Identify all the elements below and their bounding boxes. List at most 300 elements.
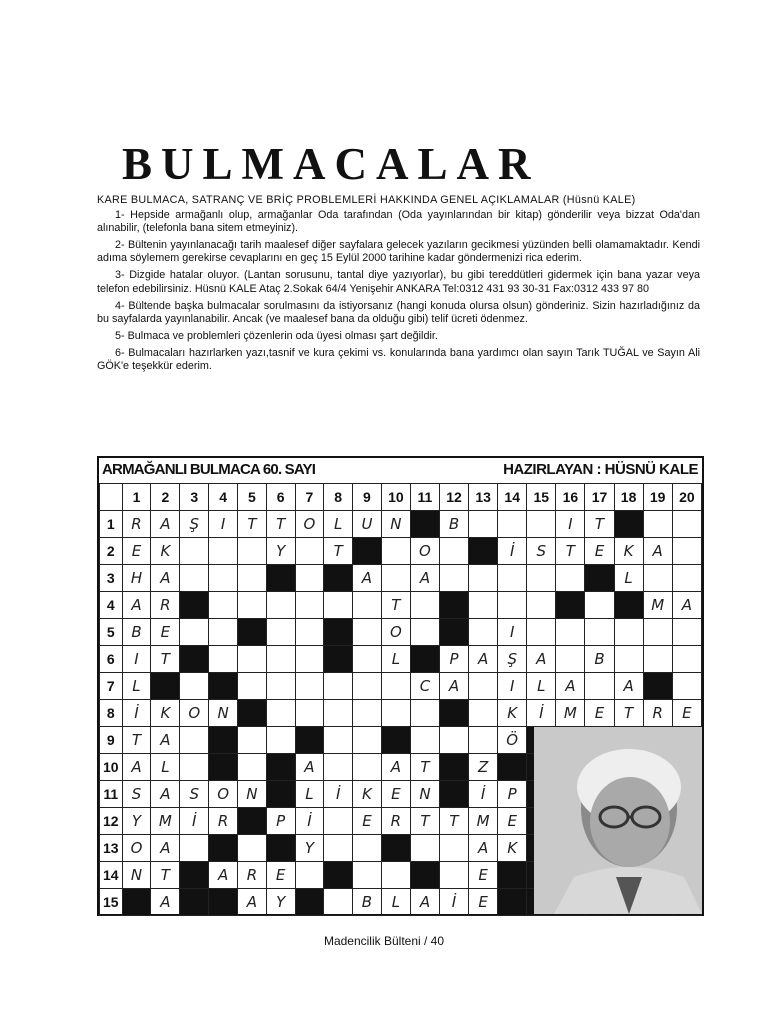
handwritten-letter: O (303, 515, 316, 533)
grid-cell (180, 511, 209, 538)
handwritten-letter: I (220, 515, 226, 533)
grid-cell (498, 565, 527, 592)
handwritten-letter: A (361, 569, 373, 587)
grid-cell (556, 511, 585, 538)
grid-cell (122, 781, 151, 808)
column-number: 9 (353, 484, 382, 511)
handwritten-letter: R (246, 866, 258, 884)
handwritten-letter: L (161, 758, 170, 776)
grid-cell (498, 592, 527, 619)
grid-cell (527, 700, 556, 727)
column-number: 7 (295, 484, 324, 511)
grid-cell (295, 808, 324, 835)
grid-cell (469, 727, 498, 754)
handwritten-letter: T (565, 542, 575, 560)
handwritten-letter: R (652, 704, 663, 722)
handwritten-letter: B (361, 893, 373, 911)
grid-cell (439, 565, 468, 592)
grid-cell (295, 565, 324, 592)
handwritten-letter: R (217, 812, 229, 830)
black-cell (122, 889, 151, 916)
grid-cell (238, 538, 267, 565)
grid-cell (238, 565, 267, 592)
grid-cell (381, 673, 410, 700)
grid-cell (209, 538, 238, 565)
handwritten-letter: K (507, 839, 518, 857)
grid-cell (151, 538, 180, 565)
grid-cell (180, 565, 209, 592)
black-cell (238, 808, 267, 835)
grid-cell (238, 862, 267, 889)
grid-cell (353, 835, 382, 862)
handwritten-letter: T (420, 758, 430, 776)
article-text (97, 194, 700, 377)
black-cell (266, 781, 295, 808)
grid-cell (381, 511, 410, 538)
handwritten-letter: A (246, 893, 258, 911)
grid-cell (295, 592, 324, 619)
grid-cell (238, 727, 267, 754)
grid-cell (324, 538, 353, 565)
grid-cell (266, 727, 295, 754)
grid-cell (672, 700, 701, 727)
grid-cell (151, 592, 180, 619)
row-number: 14 (100, 862, 123, 889)
grid-cell (672, 673, 701, 700)
grid-cell (266, 808, 295, 835)
grid-cell (209, 592, 238, 619)
grid-cell (498, 781, 527, 808)
grid-cell (295, 700, 324, 727)
handwritten-letter: İ (134, 704, 139, 722)
grid-cell (556, 673, 585, 700)
grid-cell (266, 862, 295, 889)
grid-cell (151, 754, 180, 781)
grid-cell (353, 808, 382, 835)
handwritten-letter: P (507, 785, 517, 803)
grid-cell (353, 781, 382, 808)
row-number: 10 (100, 754, 123, 781)
grid-cell (585, 646, 614, 673)
grid-cell (469, 511, 498, 538)
article-paragraph-4: 4- Bültende başka bulmacalar sorulmasını da istiyorsanız (hangi konuda olursa olsun) gönderiniz. Sizin hazırladığınız da bu sayfalarda yayınlanabilir. Ancak (ve maalesef bana da olduğu gibi) telif ücreti ödenmez. (97, 299, 700, 326)
black-cell (151, 673, 180, 700)
grid-cell (324, 673, 353, 700)
grid-cell (469, 619, 498, 646)
grid-cell (469, 862, 498, 889)
grid-cell (381, 808, 410, 835)
grid-cell (469, 808, 498, 835)
handwritten-letter: K (160, 542, 171, 560)
grid-cell (122, 727, 151, 754)
grid-cell (122, 673, 151, 700)
black-cell (238, 700, 267, 727)
black-cell (209, 889, 238, 916)
handwritten-letter: Ş (507, 650, 517, 668)
grid-cell (614, 565, 643, 592)
grid-cell (498, 700, 527, 727)
grid-cell (614, 700, 643, 727)
black-cell (238, 619, 267, 646)
handwritten-letter: E (478, 866, 488, 884)
grid-cell (295, 781, 324, 808)
grid-cell (122, 700, 151, 727)
author-photo (534, 727, 702, 914)
grid-cell (209, 700, 238, 727)
grid-cell (556, 646, 585, 673)
column-number: 14 (498, 484, 527, 511)
black-cell (295, 889, 324, 916)
handwritten-letter: B (131, 623, 142, 641)
grid-cell (498, 673, 527, 700)
handwritten-letter: A (681, 596, 692, 614)
grid-cell (498, 808, 527, 835)
handwritten-letter: O (217, 785, 229, 803)
row-number: 5 (100, 619, 123, 646)
handwritten-letter: T (247, 515, 257, 533)
handwritten-letter: E (682, 704, 692, 722)
grid-cell (498, 619, 527, 646)
handwritten-letter: A (390, 758, 401, 776)
black-cell (266, 565, 295, 592)
handwritten-letter: L (132, 677, 141, 695)
article-paragraph-2: 2- Bültenin yayınlanacağı tarih maalesef diğer sayfalara gelecek yazıların gecikmesi yüzünden belli olamamaktadır. Kendi adıma söylemem gerekirse cevaplarını en geç 15 Eylül 2000 tarihine kadar göndermenizi rica ederim. (97, 238, 700, 265)
handwritten-letter: N (130, 866, 143, 884)
handwritten-letter: N (390, 515, 402, 533)
handwritten-letter: H (130, 569, 143, 587)
grid-cell (151, 511, 180, 538)
grid-cell (643, 565, 672, 592)
black-cell (324, 862, 353, 889)
handwritten-letter: A (419, 569, 431, 587)
handwritten-letter: A (131, 596, 142, 614)
grid-cell (381, 646, 410, 673)
crossword-title: ARMAĞANLI BULMACA 60. SAYI (102, 461, 316, 478)
grid-cell (672, 619, 701, 646)
grid-cell (122, 835, 151, 862)
handwritten-letter: L (537, 677, 546, 695)
grid-cell (353, 727, 382, 754)
handwritten-letter: E (131, 542, 142, 560)
grid-cell (238, 592, 267, 619)
handwritten-letter: N (217, 704, 229, 722)
grid-cell (469, 781, 498, 808)
handwritten-letter: O (419, 542, 431, 560)
grid-cell (614, 619, 643, 646)
handwritten-letter: M (158, 812, 172, 830)
grid-cell (151, 646, 180, 673)
handwritten-letter: L (334, 515, 343, 533)
grid-cell (410, 565, 439, 592)
grid-cell (410, 781, 439, 808)
handwritten-letter: C (419, 677, 431, 695)
grid-cell (410, 700, 439, 727)
grid-cell (180, 727, 209, 754)
grid-cell (209, 646, 238, 673)
handwritten-letter: E (478, 893, 488, 911)
handwritten-letter: U (361, 515, 373, 533)
black-cell (614, 511, 643, 538)
handwritten-letter: A (304, 758, 315, 776)
black-cell (498, 889, 527, 916)
grid-cell (381, 592, 410, 619)
column-number: 11 (410, 484, 439, 511)
grid-cell (469, 673, 498, 700)
article-paragraph-6: 6- Bulmacaları hazırlarken yazı,tasnif ve kura çekimi vs. konularında bana yardımcı olan sayın Tarık TUĞAL ve Sayın Ali GÖK'e teşekkür ederim. (97, 346, 700, 373)
grid-cell (439, 835, 468, 862)
grid-cell (556, 565, 585, 592)
grid-cell (238, 835, 267, 862)
grid-cell (266, 592, 295, 619)
black-cell (266, 754, 295, 781)
grid-cell (324, 781, 353, 808)
grid-cell (180, 700, 209, 727)
handwritten-letter: O (130, 839, 143, 857)
grid-cell (439, 862, 468, 889)
grid-cell (295, 835, 324, 862)
black-cell (410, 646, 439, 673)
crossword-puzzle (97, 456, 704, 916)
grid-cell (469, 646, 498, 673)
grid-cell (209, 511, 238, 538)
grid-cell (614, 538, 643, 565)
black-cell (498, 754, 527, 781)
handwritten-letter: R (390, 812, 402, 830)
grid-cell (238, 673, 267, 700)
handwritten-letter: A (419, 893, 431, 911)
column-number: 1 (122, 484, 151, 511)
grid-cell (151, 889, 180, 916)
handwritten-letter: T (333, 542, 343, 560)
grid-cell (585, 511, 614, 538)
handwritten-letter: R (131, 515, 142, 533)
handwritten-letter: İ (539, 704, 544, 722)
black-cell (209, 754, 238, 781)
grid-cell (122, 592, 151, 619)
black-cell (295, 727, 324, 754)
row-number: 15 (100, 889, 123, 916)
grid-cell (410, 889, 439, 916)
handwritten-letter: Y (304, 839, 315, 857)
handwritten-letter: E (594, 704, 605, 722)
grid-cell (295, 511, 324, 538)
grid-cell (295, 619, 324, 646)
handwritten-letter: T (449, 812, 459, 830)
handwritten-letter: O (389, 623, 402, 641)
grid-cell (180, 835, 209, 862)
column-number: 4 (209, 484, 238, 511)
row-number: 4 (100, 592, 123, 619)
black-cell (180, 862, 209, 889)
black-cell (439, 754, 468, 781)
handwritten-letter: L (305, 785, 314, 803)
handwritten-letter: E (507, 812, 517, 830)
handwritten-letter: T (131, 731, 142, 749)
grid-cell (324, 700, 353, 727)
grid-cell (122, 565, 151, 592)
handwritten-letter: E (594, 542, 605, 560)
black-cell (614, 592, 643, 619)
grid-cell (672, 592, 701, 619)
grid-cell (527, 592, 556, 619)
handwritten-letter: T (594, 515, 605, 533)
handwritten-letter: A (448, 677, 460, 695)
handwritten-letter: P (276, 812, 286, 830)
grid-cell (209, 862, 238, 889)
handwritten-letter: T (623, 704, 634, 722)
column-number: 19 (643, 484, 672, 511)
grid-cell (410, 835, 439, 862)
row-number: 8 (100, 700, 123, 727)
grid-cell (353, 592, 382, 619)
grid-cell (238, 511, 267, 538)
row-number: 6 (100, 646, 123, 673)
handwritten-letter: E (391, 785, 401, 803)
handwritten-letter: K (160, 704, 171, 722)
grid-cell (614, 673, 643, 700)
handwritten-letter: K (362, 785, 372, 803)
handwritten-letter: A (536, 650, 547, 668)
handwritten-letter: E (362, 812, 372, 830)
column-number: 16 (556, 484, 585, 511)
grid-cell (209, 565, 238, 592)
black-cell (381, 727, 410, 754)
grid-cell (381, 862, 410, 889)
grid-cell (238, 646, 267, 673)
grid-cell (266, 889, 295, 916)
grid-cell (439, 727, 468, 754)
handwritten-letter: E (160, 623, 171, 641)
grid-cell (180, 781, 209, 808)
row-number: 13 (100, 835, 123, 862)
column-number: 3 (180, 484, 209, 511)
grid-cell (381, 754, 410, 781)
grid-cell (353, 862, 382, 889)
row-number: 2 (100, 538, 123, 565)
grid-cell (353, 700, 382, 727)
grid-cell (643, 700, 672, 727)
grid-cell (498, 538, 527, 565)
grid-cell (672, 565, 701, 592)
black-cell (556, 592, 585, 619)
grid-cell (266, 511, 295, 538)
grid-cell (643, 538, 672, 565)
handwritten-letter: L (391, 893, 401, 911)
handwritten-letter: A (652, 542, 663, 560)
grid-cell (122, 808, 151, 835)
black-cell (439, 592, 468, 619)
grid-cell (151, 808, 180, 835)
black-cell (439, 700, 468, 727)
grid-cell (527, 673, 556, 700)
grid-cell (527, 565, 556, 592)
grid-cell (410, 808, 439, 835)
row-number: 9 (100, 727, 123, 754)
handwritten-letter: Y (276, 542, 286, 560)
grid-cell (295, 754, 324, 781)
grid-cell (439, 673, 468, 700)
handwritten-letter: A (160, 731, 171, 749)
grid-cell (469, 835, 498, 862)
grid-cell (672, 538, 701, 565)
grid-cell (381, 700, 410, 727)
black-cell (324, 646, 353, 673)
grid-cell (527, 646, 556, 673)
handwritten-letter: İ (451, 893, 457, 911)
article-paragraph-3: 3- Dizgide hatalar oluyor. (Lantan sorusunu, tantal diye yazıyorlar), bu gibi tereddütleri gidermek için bana yazar veya telefon edebilirsiniz. Hüsnü KALE Ataç 2.Sokak 64/4 Yenişehir ANKARA Tel:0312 431 93 30-31 Fax:0312 433 97 80 (97, 269, 700, 295)
grid-cell (266, 619, 295, 646)
grid-cell (381, 565, 410, 592)
grid-cell (209, 781, 238, 808)
handwritten-letter: I (568, 515, 573, 533)
row-number: 7 (100, 673, 123, 700)
black-cell (180, 592, 209, 619)
grid-cell (585, 700, 614, 727)
grid-cell (238, 889, 267, 916)
crossword-header (99, 458, 702, 484)
handwritten-letter: L (391, 650, 401, 668)
handwritten-letter: A (160, 785, 171, 803)
black-cell (180, 889, 209, 916)
row-number: 11 (100, 781, 123, 808)
handwritten-letter: K (623, 542, 634, 560)
grid-cell (410, 592, 439, 619)
handwritten-letter: A (160, 569, 171, 587)
grid-cell (122, 646, 151, 673)
grid-cell (353, 889, 382, 916)
grid-cell (353, 565, 382, 592)
article-paragraph-1: 1- Hepside armağanlı olup, armağanlar Oda tarafından (Oda yayınlarından bir kitap) gönderilir veya bizzat Oda'dan alınabilir, (telefonla bana sitem etmeyiniz). (97, 208, 700, 234)
black-cell (324, 619, 353, 646)
grid-cell (498, 727, 527, 754)
grid-cell (498, 646, 527, 673)
grid-cell (410, 538, 439, 565)
handwritten-letter: T (420, 812, 430, 830)
grid-cell (238, 781, 267, 808)
grid-cell (585, 592, 614, 619)
grid-cell (439, 646, 468, 673)
grid-cell (180, 673, 209, 700)
handwritten-letter: M (651, 596, 665, 614)
grid-cell (209, 619, 238, 646)
grid-cell (381, 781, 410, 808)
grid-cell (151, 565, 180, 592)
grid-cell (151, 862, 180, 889)
grid-cell (324, 835, 353, 862)
grid-cell (180, 619, 209, 646)
grid-cell (527, 538, 556, 565)
grid-cell (439, 538, 468, 565)
grid-cell (209, 808, 238, 835)
grid-cell (353, 754, 382, 781)
grid-cell (151, 727, 180, 754)
column-number: 5 (238, 484, 267, 511)
black-cell (643, 673, 672, 700)
grid-cell (381, 619, 410, 646)
grid-cell (439, 808, 468, 835)
grid-cell (643, 592, 672, 619)
grid-cell (295, 646, 324, 673)
author-portrait-image (534, 727, 702, 914)
grid-cell (324, 727, 353, 754)
grid-cell (353, 511, 382, 538)
handwritten-letter: Ş (189, 515, 200, 533)
handwritten-letter: T (391, 596, 401, 614)
black-cell (439, 781, 468, 808)
crossword-author: HAZIRLAYAN : HÜSNÜ KALE (503, 461, 698, 478)
grid-cell (295, 538, 324, 565)
black-cell (381, 835, 410, 862)
